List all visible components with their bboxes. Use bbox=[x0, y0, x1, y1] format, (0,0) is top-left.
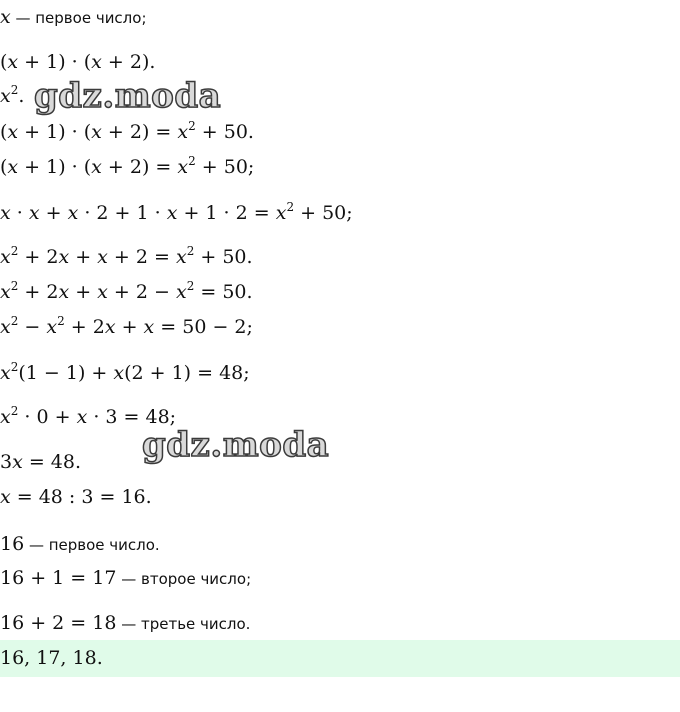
line-5: $(x + 1) \cdot (x + 2) = x^2 + 50$; bbox=[0, 154, 255, 178]
watermark-logo-middle: gdz.moda bbox=[142, 425, 330, 465]
line-6: $x \cdot x + x \cdot 2 + 1 \cdot x + 1 \cdot 2 = x^2 + 50$; bbox=[0, 200, 353, 224]
line-2: (x + 1) · (x + 2). bbox=[0, 51, 156, 73]
line-14-math: 16 bbox=[0, 533, 25, 555]
watermark-logo-top: gdz.moda bbox=[34, 76, 222, 116]
line-14 bbox=[0, 532, 160, 557]
line-15-text: — второе число; bbox=[116, 570, 252, 588]
line-12: 3x = 48. bbox=[0, 451, 82, 473]
line-16-math: 16 + 2 = 18 bbox=[0, 612, 117, 634]
line-7: $x^2 + 2x + x + 2 = x^2 + 50$. bbox=[0, 244, 253, 268]
line-16-text: — третье число. bbox=[116, 615, 251, 633]
line-14-text: — первое число. bbox=[24, 536, 160, 554]
line-15-math: 16 + 1 = 17 bbox=[0, 567, 117, 589]
line-15 bbox=[0, 566, 251, 591]
line-11: $x^2 \cdot 0 + x \cdot 3 = 48$; bbox=[0, 404, 177, 428]
line-10: $x^2(1 - 1) + x(2 + 1) = 48$; bbox=[0, 360, 250, 384]
line-1-text: — первое число; bbox=[10, 9, 147, 27]
line-1-math: x bbox=[0, 6, 11, 28]
line-9: $x^2 - x^2 + 2x + x = 50 - 2$; bbox=[0, 314, 253, 338]
line-3: $x^2$. bbox=[0, 83, 25, 107]
line-8: $x^2 + 2x + x + 2 - x^2 = 50$. bbox=[0, 279, 253, 303]
line-13: x = 48 : 3 = 16. bbox=[0, 486, 152, 508]
line-16 bbox=[0, 611, 250, 636]
line-1 bbox=[0, 5, 147, 30]
line-4: $(x + 1) \cdot (x + 2) = x^2 + 50$. bbox=[0, 119, 254, 143]
answer-text: 16, 17, 18. bbox=[0, 647, 103, 669]
